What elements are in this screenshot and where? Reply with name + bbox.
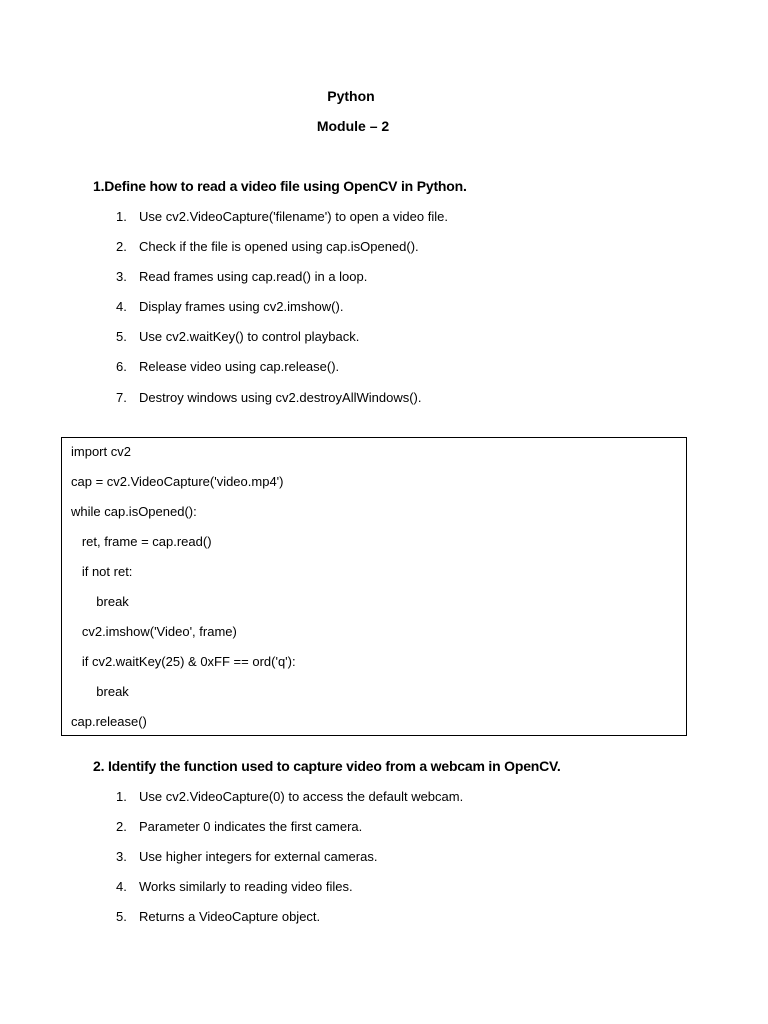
code-line: if not ret: (71, 564, 133, 579)
list-item-number: 2. (116, 819, 127, 835)
question-1-heading: 1.Define how to read a video file using OpenCV in Python. (93, 178, 467, 194)
code-block (61, 437, 687, 736)
list-item-text: Destroy windows using cv2.destroyAllWindows(). (139, 389, 422, 405)
code-line: break (71, 684, 129, 699)
list-item-number: 6. (116, 359, 127, 375)
list-item-text: Parameter 0 indicates the first camera. (139, 819, 363, 835)
code-line: ret, frame = cap.read() (71, 534, 212, 549)
list-item-text: Use cv2.VideoCapture(0) to access the default webcam. (139, 789, 464, 804)
list-item-number: 1. (116, 789, 127, 804)
list-item-number: 4. (116, 299, 127, 315)
list-item-text: Use higher integers for external cameras. (139, 849, 378, 865)
code-line: cap = cv2.VideoCapture('video.mp4') (71, 474, 284, 489)
code-line: cv2.imshow('Video', frame) (71, 624, 237, 639)
list-item-text: Release video using cap.release(). (139, 359, 340, 375)
question-2-heading: 2. Identify the function used to capture video from a webcam in OpenCV. (93, 758, 561, 774)
list-item-text: Use cv2.VideoCapture('filename') to open a video file. (139, 209, 448, 224)
list-item-text: Returns a VideoCapture object. (139, 909, 321, 925)
list-item-number: 3. (116, 849, 127, 865)
list-item-number: 5. (116, 909, 127, 925)
code-line: break (71, 594, 129, 609)
document-title: Python (327, 88, 375, 104)
code-line: if cv2.waitKey(25) & 0xFF == ord('q'): (71, 654, 296, 669)
list-item-text: Read frames using cap.read() in a loop. (139, 269, 368, 285)
list-item-number: 2. (116, 239, 127, 255)
list-item-text: Use cv2.waitKey() to control playback. (139, 329, 360, 345)
code-line: while cap.isOpened(): (71, 504, 197, 519)
code-line: cap.release() (71, 714, 147, 729)
list-item-text: Check if the file is opened using cap.isOpened(). (139, 239, 419, 255)
list-item-number: 1. (116, 209, 127, 224)
list-item-text: Display frames using cv2.imshow(). (139, 299, 344, 315)
list-item-number: 4. (116, 879, 127, 895)
list-item-text: Works similarly to reading video files. (139, 879, 353, 895)
code-line: import cv2 (71, 444, 131, 459)
document-subtitle: Module – 2 (316, 118, 390, 134)
list-item-number: 3. (116, 269, 127, 285)
list-item-number: 7. (116, 389, 127, 405)
list-item-number: 5. (116, 329, 127, 345)
